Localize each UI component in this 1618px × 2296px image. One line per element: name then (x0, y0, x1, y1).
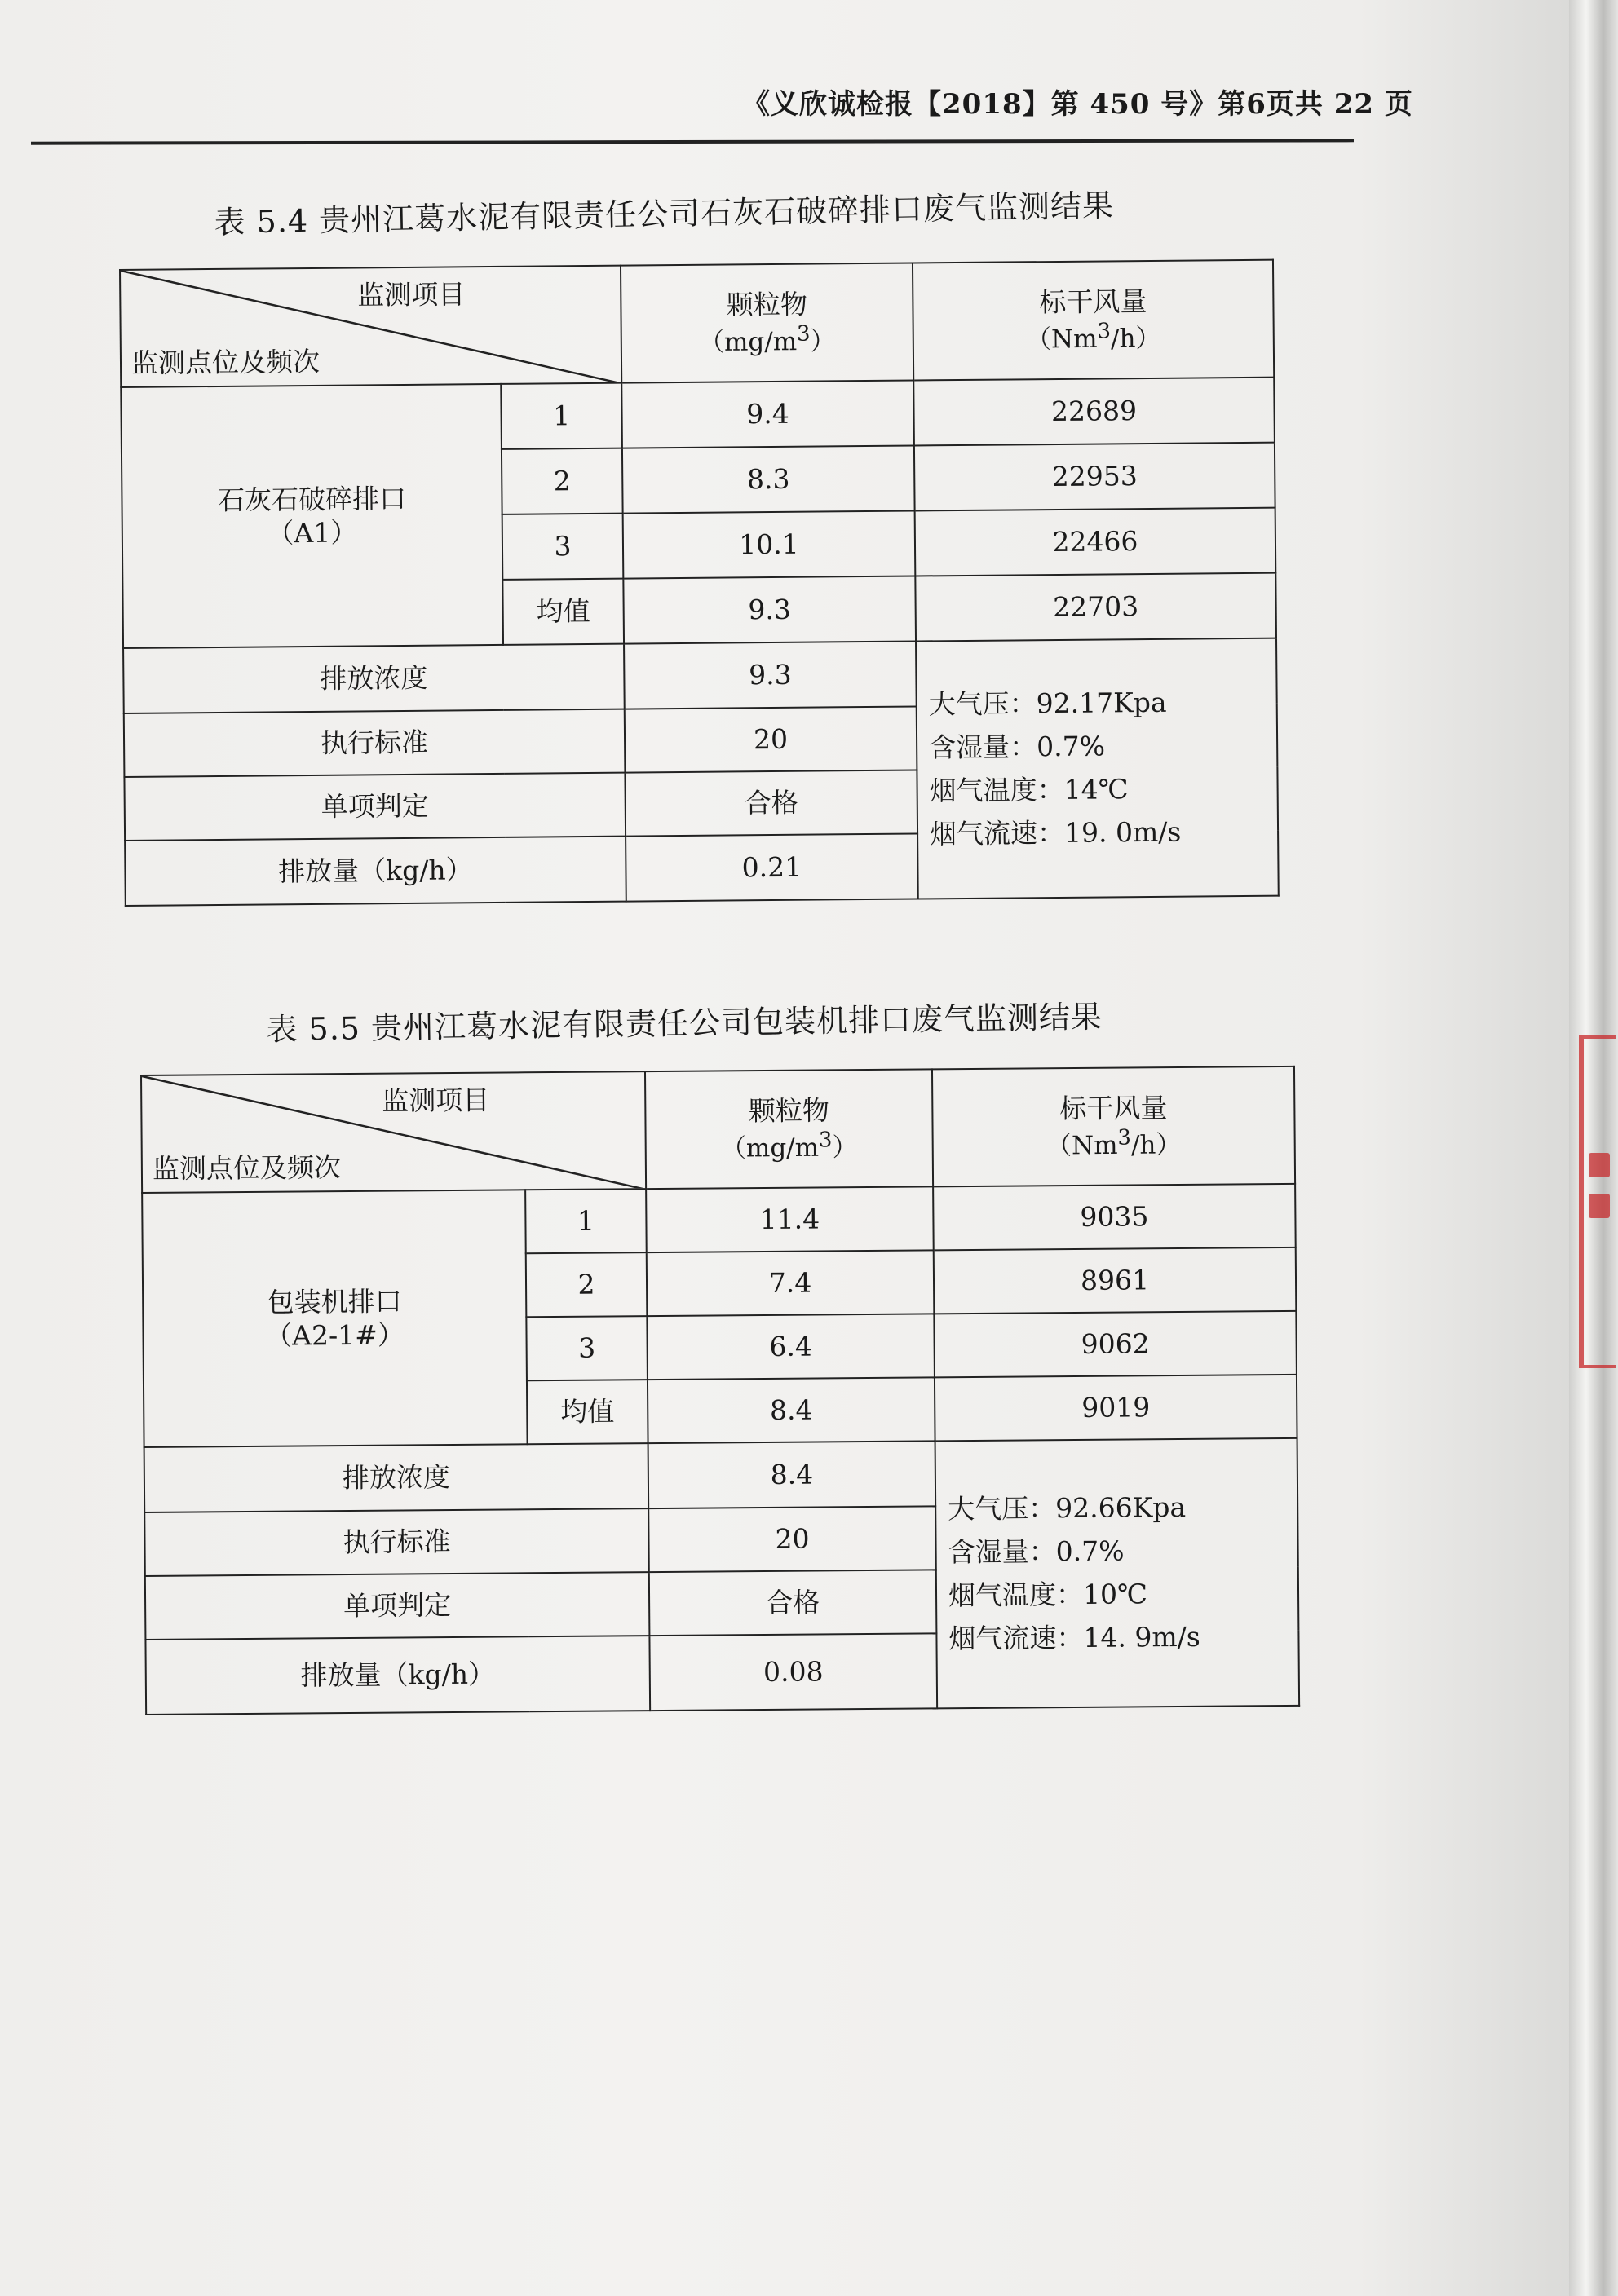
conditions-note: 大气压：92.17Kpa 含湿量：0.7% 烟气温度：14℃ 烟气流速：19. 0m/s (916, 638, 1279, 899)
table-5-5 (140, 1066, 1300, 1715)
flow-cell: 22703 (915, 573, 1276, 642)
pm-cell: 10.1 (623, 510, 916, 578)
table-5-4 (119, 259, 1280, 907)
conditions-note: 大气压：92.66Kpa 含湿量：0.7% 烟气温度：10℃ 烟气流速：14. 9m/s (935, 1438, 1300, 1708)
flow-cell: 8961 (934, 1247, 1297, 1314)
summary-label: 排放量（kg/h） (145, 1636, 650, 1715)
flow-cell: 9062 (934, 1311, 1297, 1377)
freq-cell: 1 (525, 1189, 647, 1253)
summary-label: 排放量（kg/h） (125, 837, 626, 906)
freq-cell: 2 (526, 1252, 648, 1317)
table-5-5-corner-cell (141, 1071, 646, 1193)
summary-value: 20 (648, 1506, 936, 1572)
summary-label: 单项判定 (145, 1572, 650, 1640)
monitoring-point: 石灰石破碎排口 （A1） (121, 384, 503, 648)
flow-cell: 22689 (913, 378, 1275, 446)
flow-cell: 9019 (935, 1375, 1297, 1441)
pm-cell: 6.4 (647, 1314, 935, 1380)
summary-label: 排放浓度 (144, 1443, 649, 1512)
flow-cell: 22466 (915, 508, 1276, 576)
summary-value: 8.4 (648, 1441, 936, 1508)
pm-cell: 8.4 (648, 1377, 935, 1443)
summary-value: 合格 (625, 770, 917, 836)
freq-cell-mean: 均值 (502, 579, 624, 645)
freq-cell: 2 (502, 448, 623, 514)
summary-label: 排放浓度 (123, 644, 625, 713)
red-seal-stamp (1579, 1035, 1616, 1368)
corner-bottom-label: 监测点位及频次 (130, 345, 321, 379)
report-header: 《义欣诚检报【2018】第 450 号》第6页共 22 页 (742, 88, 1413, 121)
corner-top-label: 监测项目 (382, 1084, 490, 1117)
table-5-4-corner-cell (120, 266, 621, 387)
freq-cell: 3 (502, 514, 624, 580)
table-5-4-caption: 表 5.4 贵州江葛水泥有限责任公司石灰石破碎排口废气监测结果 (214, 187, 1115, 241)
flow-cell: 9035 (933, 1184, 1296, 1250)
corner-top-label: 监测项目 (357, 278, 466, 311)
freq-cell: 1 (501, 383, 622, 449)
pm-cell: 11.4 (646, 1186, 934, 1252)
flow-cell: 22953 (914, 443, 1275, 511)
summary-value: 9.3 (624, 641, 917, 709)
freq-cell: 3 (526, 1316, 648, 1380)
col-header-flow: 标干风量 （Nm$^3$/h） (932, 1066, 1295, 1186)
summary-label: 单项判定 (124, 773, 626, 841)
pm-cell: 9.3 (623, 576, 916, 643)
col-header-particulate: 颗粒物 $(mg/m^3)$ (621, 263, 913, 383)
summary-value: 合格 (649, 1570, 937, 1636)
col-header-flow: 标干风量 （Nm$^3$/h） (913, 260, 1274, 381)
pm-cell: 7.4 (647, 1250, 935, 1316)
col-header-particulate: 颗粒物 $(mg/m^3)$ (645, 1069, 933, 1189)
corner-bottom-label: 监测点位及频次 (152, 1150, 342, 1185)
table-5-5-caption: 表 5.5 贵州江葛水泥有限责任公司包装机排口废气监测结果 (266, 998, 1103, 1048)
summary-label: 执行标准 (124, 709, 626, 777)
summary-value: 0.08 (649, 1633, 937, 1711)
summary-label: 执行标准 (144, 1508, 649, 1576)
monitoring-point: 包装机排口 （A2-1#） (142, 1190, 527, 1447)
summary-value: 0.21 (626, 833, 918, 901)
pm-cell: 9.4 (621, 381, 914, 448)
pm-cell: 8.3 (622, 446, 915, 514)
summary-value: 20 (625, 706, 917, 772)
freq-cell-mean: 均值 (527, 1380, 648, 1444)
